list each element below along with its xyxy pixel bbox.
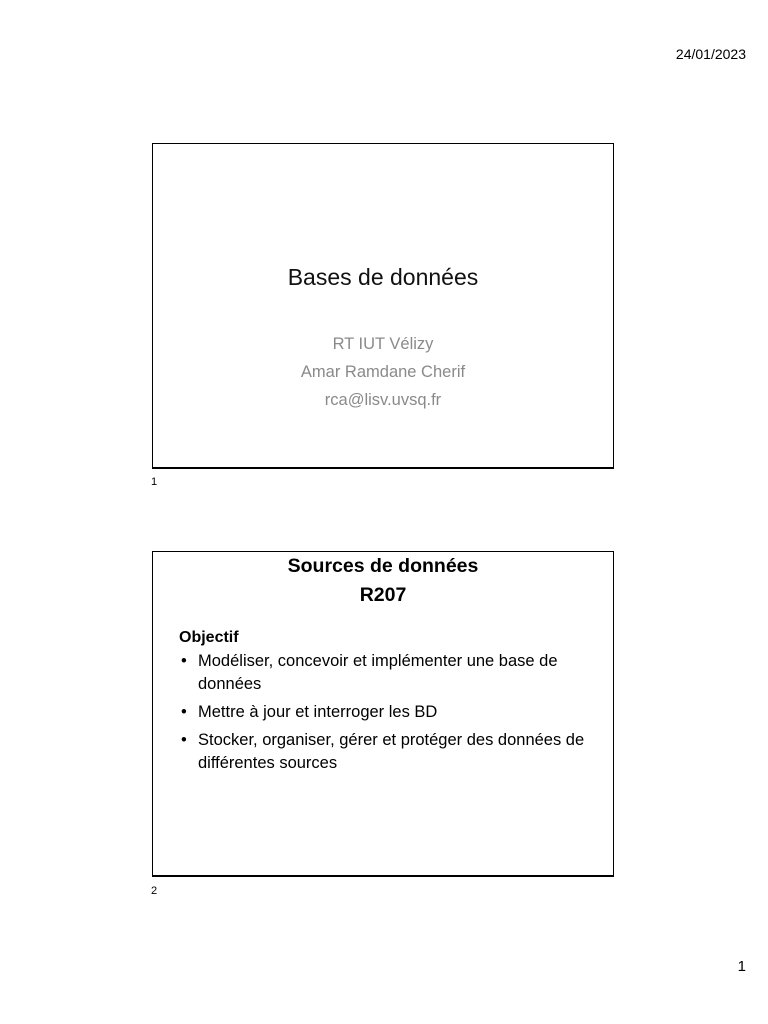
slide-number-2: 2	[151, 885, 158, 897]
subtitle-email: rca@lisv.uvsq.fr	[324, 391, 442, 409]
slide-subtitle	[153, 330, 613, 414]
subtitle-course: RT IUT Vélizy	[332, 335, 434, 353]
objective-list	[179, 650, 595, 775]
slide-title-line-1: Sources de données	[287, 555, 479, 577]
slide-title: Bases de données	[287, 264, 479, 290]
list-item	[179, 701, 595, 724]
page-number: 1	[737, 958, 746, 975]
slide-number-1: 1	[151, 476, 158, 488]
slide-1	[152, 143, 614, 469]
list-item-text: Modéliser, concevoir et implémenter une base de données	[198, 652, 558, 693]
slide-title-line-2: R207	[359, 584, 407, 606]
page-date: 24/01/2023	[675, 46, 746, 62]
list-item-text: Stocker, organiser, gérer et protéger des données de différentes sources	[198, 731, 585, 772]
objective-heading: Objectif	[179, 629, 239, 646]
list-item	[179, 729, 595, 775]
list-item-text: Mettre à jour et interroger les BD	[198, 703, 438, 721]
bullet-icon: •	[181, 652, 187, 670]
bullet-icon: •	[181, 731, 187, 749]
slide-2	[152, 551, 614, 877]
subtitle-author: Amar Ramdane Cherif	[300, 363, 466, 381]
bullet-icon: •	[181, 703, 187, 721]
slide-title	[153, 552, 613, 610]
list-item	[179, 650, 595, 696]
slide-body	[179, 629, 595, 780]
